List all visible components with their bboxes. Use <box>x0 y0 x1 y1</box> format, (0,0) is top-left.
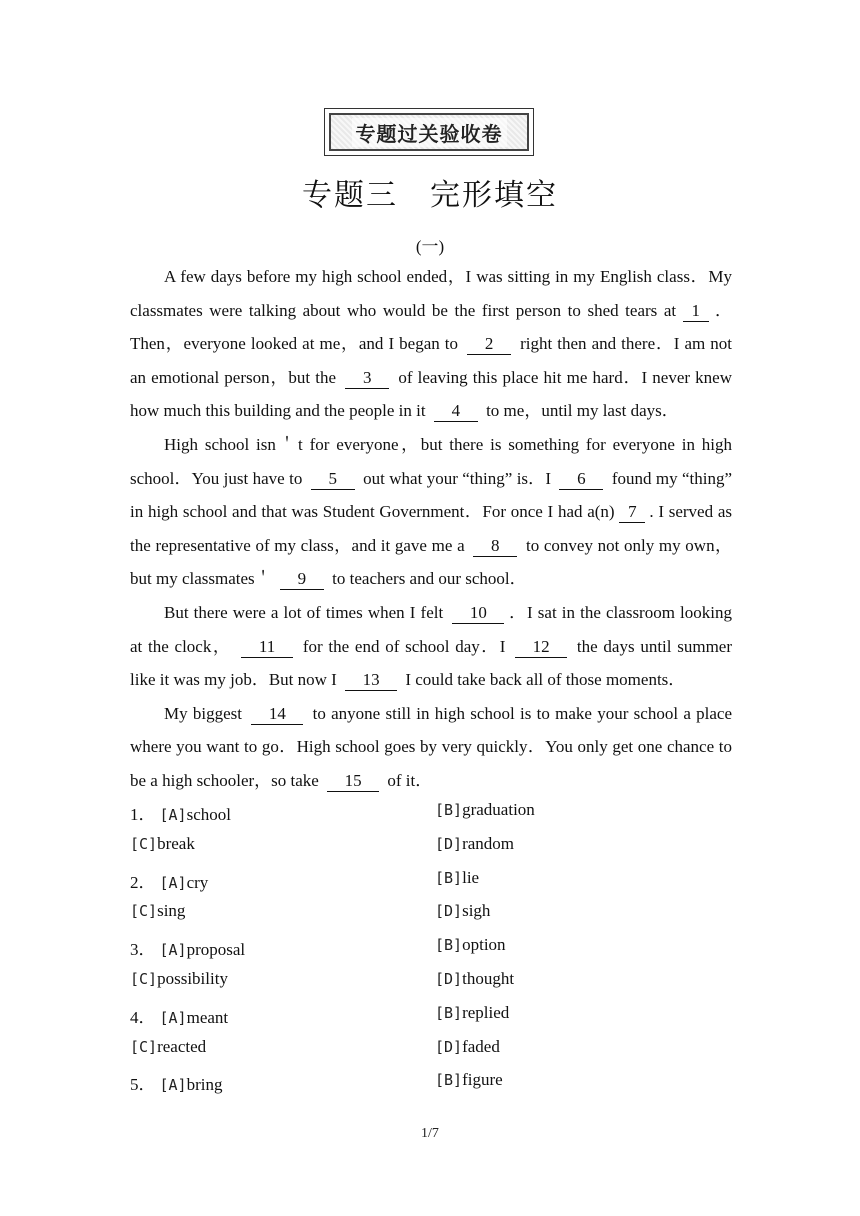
section-number: (一) <box>415 237 445 256</box>
option-text: school <box>186 805 231 824</box>
option-letter: [B] <box>435 801 463 819</box>
badge-label: 专题过关验收卷 <box>352 118 507 147</box>
option-right <box>435 969 514 989</box>
option-letter: [D] <box>435 969 463 988</box>
blank-1: 1 <box>683 301 709 322</box>
paragraph-2 <box>130 428 732 596</box>
blank-6: 6 <box>559 469 603 490</box>
option-text: graduation <box>462 800 535 819</box>
option-text: sing <box>157 901 186 921</box>
option-right <box>435 834 514 854</box>
option-right <box>435 935 506 955</box>
blank-5: 5 <box>311 469 355 490</box>
option-letter: [D] <box>435 834 463 853</box>
passage-text: of leaving this place hit me hard．I never knew how much this building and the people in it <box>130 367 733 421</box>
paragraph-1 <box>130 260 732 428</box>
option-right <box>435 868 479 888</box>
blank-11: 11 <box>241 637 293 658</box>
option-left <box>130 935 245 960</box>
answer-options <box>130 794 750 1098</box>
passage-text: I could take back all of those moments． <box>405 670 686 690</box>
option-text: lie <box>462 867 480 887</box>
option-letter: [A] <box>159 941 187 960</box>
option-text: random <box>462 833 515 853</box>
option-right <box>435 1037 500 1057</box>
passage-text: to teachers and our school． <box>332 569 527 589</box>
option-right <box>435 901 490 921</box>
option-letter: [D] <box>435 1037 463 1056</box>
option-text: option <box>462 935 506 955</box>
option-letter: [A] <box>159 1076 187 1095</box>
option-letter: [B] <box>435 936 463 955</box>
option-letter: [A] <box>159 1008 187 1027</box>
option-left <box>130 969 228 989</box>
passage-text: But there were a lot of times when I felt <box>164 602 444 622</box>
blank-3: 3 <box>345 368 389 389</box>
question-number: 3． <box>130 940 156 960</box>
option-letter: [C] <box>130 969 158 988</box>
passage-text: for the end of school day．I <box>302 636 506 656</box>
option-left <box>130 1070 222 1095</box>
passage-text: ．I sat in the classroom looking at the clock， <box>130 602 733 656</box>
option-left <box>130 1037 206 1057</box>
option-text: break <box>157 833 195 853</box>
option-right <box>435 1003 509 1023</box>
option-letter: [B] <box>435 1003 463 1022</box>
page-title: 专题三 完形填空 <box>302 178 558 213</box>
option-left <box>130 901 185 921</box>
blank-12: 12 <box>515 637 567 658</box>
option-row <box>130 895 750 929</box>
option-row <box>130 963 750 997</box>
option-row <box>130 1031 750 1065</box>
option-left <box>130 868 208 893</box>
blank-15: 15 <box>327 771 379 792</box>
passage-text: to convey not only my own，but my classmates＇ <box>130 535 732 589</box>
option-text: bring <box>186 1075 223 1095</box>
question-number: 2． <box>130 872 156 892</box>
option-text: faded <box>462 1036 500 1056</box>
option-left <box>130 834 195 854</box>
option-row <box>130 929 750 963</box>
option-text: sigh <box>462 901 491 921</box>
question-number: 5． <box>130 1075 156 1095</box>
option-text: proposal <box>186 940 246 960</box>
blank-10: 10 <box>452 603 504 624</box>
option-letter: [D] <box>435 902 463 921</box>
passage-text: ．Then，everyone looked at me，and I began to <box>130 300 733 354</box>
passage-text: to anyone still in high school is to make your school a place where you want to go．High school goes by very quickly．You only get one chance to be a high schooler，so take <box>130 703 733 790</box>
option-text: reacted <box>157 1036 207 1056</box>
option-letter: [C] <box>130 902 158 921</box>
passage-text: the days until summer like it was my job．But now I <box>130 636 733 690</box>
option-left <box>130 800 231 825</box>
passage-text: A few days before my high school ended，I was sitting in my English class．My classmates were talking about who would be the first person to shed tears at <box>130 267 732 320</box>
blank-14: 14 <box>251 704 303 725</box>
option-letter: [B] <box>435 1071 463 1090</box>
blank-2: 2 <box>467 334 511 355</box>
passage-text: of it． <box>387 770 433 790</box>
option-text: figure <box>462 1070 503 1090</box>
blank-8: 8 <box>473 536 517 557</box>
passage-text: . I served as the representative of my class，and it gave me a <box>130 502 732 555</box>
passage-text: High school isn＇t for everyone，but there is something for everyone in high school．You just have to <box>130 434 732 488</box>
blank-13: 13 <box>345 670 397 691</box>
option-right <box>435 800 535 820</box>
passage-text: right then and there．I am not an emotional person，but the <box>130 334 732 387</box>
blank-9: 9 <box>280 569 324 590</box>
badge-frame-inner <box>329 113 529 151</box>
page-number: 1/7 <box>421 1126 439 1141</box>
option-text: meant <box>186 1007 229 1027</box>
blank-7: 7 <box>619 502 645 523</box>
option-text: thought <box>462 968 515 988</box>
question-number: 4． <box>130 1007 156 1027</box>
option-letter: [C] <box>130 1037 158 1056</box>
passage-text: out what your “thing” is．I <box>363 468 551 488</box>
option-text: cry <box>186 872 209 892</box>
option-letter: [C] <box>130 834 158 853</box>
paragraph-3 <box>130 596 732 697</box>
option-letter: [A] <box>159 806 187 824</box>
option-row <box>130 1064 750 1098</box>
option-row <box>130 794 750 828</box>
option-text: possibility <box>157 968 228 988</box>
option-row <box>130 862 750 896</box>
option-right <box>435 1070 503 1090</box>
option-row <box>130 828 750 862</box>
question-number: 1． <box>130 805 156 824</box>
passage-text: found my “thing” in high school and that was Student Government．For once I had a(n) <box>130 468 733 522</box>
cloze-passage <box>130 260 732 798</box>
option-letter: [A] <box>159 873 187 892</box>
option-left <box>130 1003 228 1028</box>
section-badge <box>324 108 534 156</box>
blank-4: 4 <box>434 401 478 422</box>
paragraph-4 <box>130 697 732 798</box>
passage-text: to me，until my last days． <box>486 401 679 421</box>
option-text: replied <box>462 1002 510 1022</box>
option-letter: [B] <box>435 868 463 887</box>
option-row <box>130 997 750 1031</box>
passage-text: My biggest <box>164 703 243 723</box>
